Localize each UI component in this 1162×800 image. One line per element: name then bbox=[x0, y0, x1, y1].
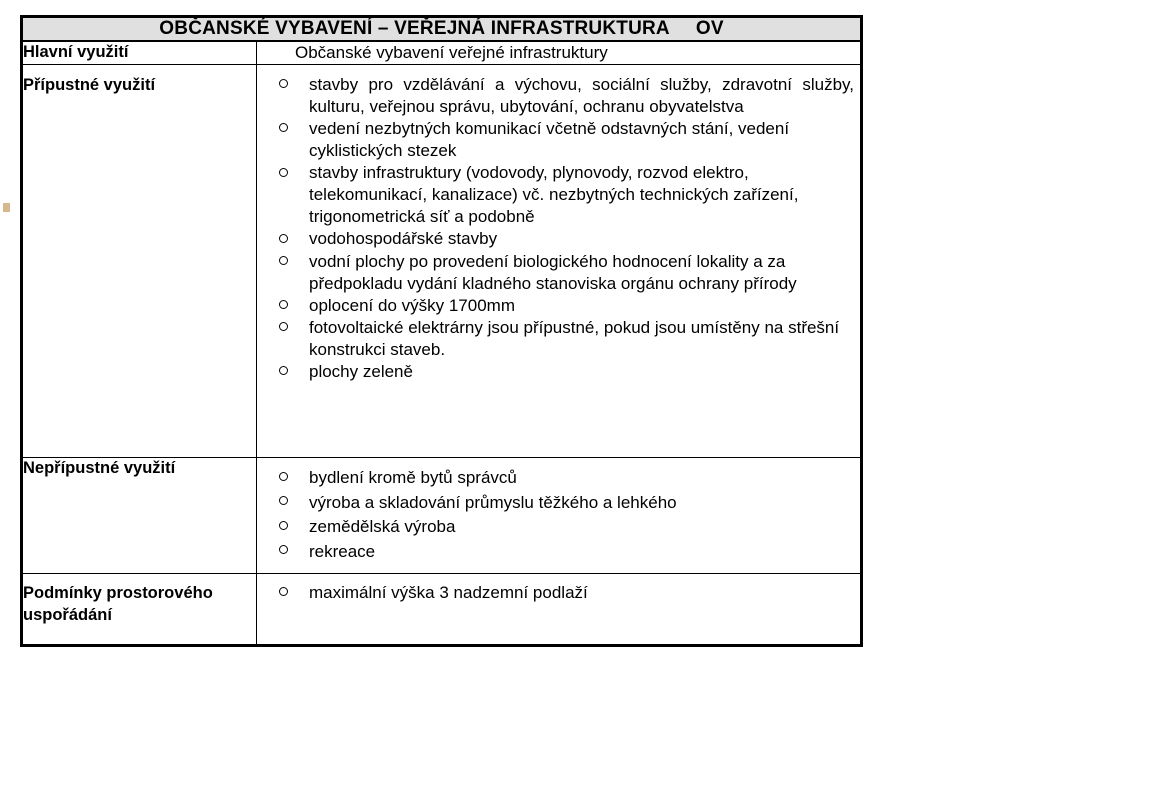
table-row-title bbox=[22, 17, 862, 42]
bullet-list bbox=[257, 466, 860, 565]
circle-bullet-icon bbox=[279, 472, 288, 481]
list-item: vodohospodářské stavby bbox=[257, 228, 860, 250]
row-content-hlavni-vyuziti bbox=[257, 41, 862, 64]
list-item: rekreace bbox=[257, 540, 860, 565]
row-label-podminky-prostoroveho-usporadani: Podmínky prostorového uspořádání bbox=[22, 573, 257, 646]
bullet-list bbox=[257, 74, 860, 383]
table-title-text: OBČANSKÉ VYBAVENÍ – VEŘEJNÁ INFRASTRUKTURA bbox=[159, 18, 670, 39]
row-text: Občanské vybavení veřejné infrastruktury bbox=[295, 43, 608, 62]
list-item: oplocení do výšky 1700mm bbox=[257, 295, 860, 317]
circle-bullet-icon bbox=[279, 234, 288, 243]
list-item: plochy zeleně bbox=[257, 361, 860, 383]
list-item: stavby infrastruktury (vodovody, plynovody, rozvod elektro, telekomunikací, kanalizace) vč. nezbytných technických zařízení, trigonometrická síť a podobně bbox=[257, 162, 860, 228]
table-title-code: OV bbox=[695, 18, 724, 39]
row-label-pripustne-vyuziti: Přípustné využití bbox=[22, 64, 257, 457]
table-row bbox=[22, 41, 862, 64]
circle-bullet-icon bbox=[279, 587, 288, 596]
list-item: maximální výška 3 nadzemní podlaží bbox=[257, 582, 860, 604]
circle-bullet-icon bbox=[279, 496, 288, 505]
list-item: bydlení kromě bytů správců bbox=[257, 466, 860, 491]
table-row bbox=[22, 573, 862, 646]
circle-bullet-icon bbox=[279, 256, 288, 265]
row-content-pripustne-vyuziti bbox=[257, 64, 862, 457]
row-content-nepripustne-vyuziti bbox=[257, 458, 862, 574]
row-label-nepripustne-vyuziti: Nepřípustné využití bbox=[22, 458, 257, 574]
list-item: zemědělská výroba bbox=[257, 515, 860, 540]
regulation-table bbox=[20, 15, 863, 647]
circle-bullet-icon bbox=[279, 300, 288, 309]
table-row bbox=[22, 458, 862, 574]
circle-bullet-icon bbox=[279, 545, 288, 554]
table-title-cell bbox=[22, 17, 862, 42]
bullet-list bbox=[257, 582, 860, 604]
list-item: vodní plochy po provedení biologického hodnocení lokality a za předpokladu vydání kladného stanoviska orgánu ochrany přírody bbox=[257, 251, 860, 295]
list-item: výroba a skladování průmyslu těžkého a lehkého bbox=[257, 491, 860, 516]
circle-bullet-icon bbox=[279, 168, 288, 177]
circle-bullet-icon bbox=[279, 79, 288, 88]
table-row bbox=[22, 64, 862, 457]
row-label-hlavni-vyuziti: Hlavní využití bbox=[22, 41, 257, 64]
row-spacer bbox=[257, 383, 860, 443]
list-item: stavby pro vzdělávání a výchovu, sociální služby, zdravotní služby, kulturu, veřejnou správu, ubytování, ochranu obyvatelstva bbox=[257, 74, 860, 118]
circle-bullet-icon bbox=[279, 366, 288, 375]
row-content-podminky-prostoroveho-usporadani bbox=[257, 573, 862, 646]
list-item: vedení nezbytných komunikací včetně odstavných stání, vedení cyklistických stezek bbox=[257, 118, 860, 162]
margin-mark bbox=[3, 203, 10, 212]
circle-bullet-icon bbox=[279, 521, 288, 530]
list-item: fotovoltaické elektrárny jsou přípustné, pokud jsou umístěny na střešní konstrukci staveb. bbox=[257, 317, 860, 361]
circle-bullet-icon bbox=[279, 123, 288, 132]
circle-bullet-icon bbox=[279, 322, 288, 331]
